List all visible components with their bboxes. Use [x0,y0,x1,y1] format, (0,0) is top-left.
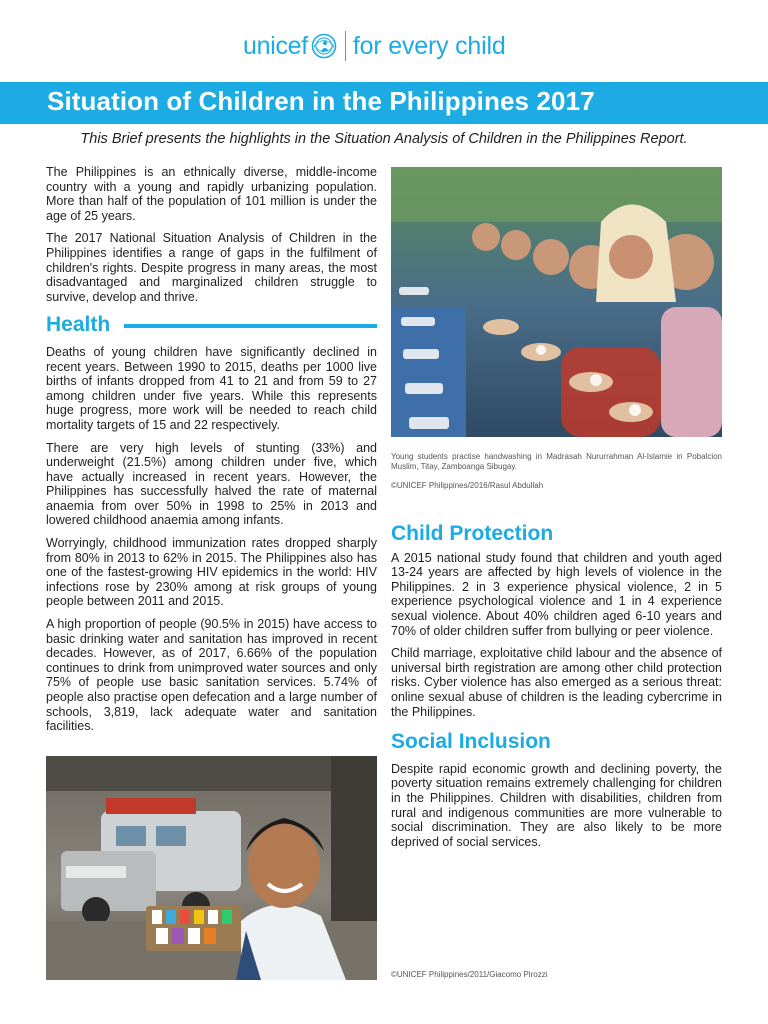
health-title: Health [46,313,111,337]
heading-rule [124,324,377,328]
health-heading [46,313,377,337]
health-section [46,345,377,734]
child-protection-paragraph: A 2015 national study found that children and youth aged 13-24 years are affected by high levels of violence in the Philippines. 2 in 3 experience physical violence, 2 in 5 experience psychological violence and 1 in 4 experience sexual violence. About 40% children aged 6-10 years and 70% of older children suffer from bullying or peer violence. [391,550,722,638]
social-inclusion-heading [391,730,722,754]
handwashing-photo [391,167,722,437]
photo-credit: ©UNICEF Philippines/2016/Rasul Abdullah [391,481,544,490]
logo-divider [345,31,346,61]
brief-subtitle: This Brief presents the highlights in the Situation Analysis of Children in the Philippines Report. [80,131,688,147]
intro-paragraph: The 2017 National Situation Analysis of Children in the Philippines identifies a range of gaps in the fulfilment of children's rights. Despite progress in many areas, the most disadvantaged and marginalized children struggle to survive, develop and thrive. [46,231,377,304]
health-paragraph: There are very high levels of stunting (33%) and underweight (21.5%) among children under five, which have actually increased in recent years. However, the Philippines has successfully halved the rate of maternal anaemia from over 50% in 1998 to 25% in 2013 and lowered childhood anaemia among infants. [46,440,377,528]
child-protection-paragraph: Child marriage, exploitative child labour and the absence of universal birth registration are among other child protection risks. Cyber violence has also emerged as a serious threat: online sexual abuse of children is the leading cybercrime in the Philippines. [391,646,722,719]
photo-credit-2: ©UNICEF Philippines/2011/Giacomo Pirozzi [391,970,548,979]
boy-vendor-image [46,756,377,980]
left-column [46,165,377,742]
page-title: Situation of Children in the Philippines 2017 [47,86,595,116]
child-protection-heading [391,522,722,545]
social-inclusion-paragraph: Despite rapid economic growth and declining poverty, the poverty situation remains extremely challenging for children in the Philippines. Children with disabilities, children from rural and indigenous communities are more vulnerable to social discrimination. They are also likely to be more deprived of social services. [391,761,722,849]
social-inclusion-title: Social Inclusion [391,730,551,754]
intro-section [46,165,377,304]
health-paragraph: Deaths of young children have significantly declined in recent years. Between 1990 to 2015, deaths per 1000 live births of infants dropped from 41 to 21 and from 59 to 27 among children under five years. While this represents huge progress, more work will be needed to reach child mortality targets of 15 and 22 respectively. [46,344,377,432]
photo-caption [391,452,722,491]
caption-text: Young students practise handwashing in Madrasah Nururrahman Al-Islamie in Pobalcion Muslim, Titay, Zamboanga Sibugay. [391,452,722,471]
unicef-globe-icon [311,33,337,59]
logo-tagline: for every child [352,31,506,60]
title-banner [0,82,768,124]
child-protection-section [391,551,722,720]
child-protection-title: Child Protection [391,522,554,545]
right-column [391,522,722,857]
social-inclusion-section [391,762,722,850]
health-paragraph: A high proportion of people (90.5% in 2015) have access to basic drinking water and sanitation has improved in recent decades. However, as of 2017, 6.66% of the population continues to drink from unimproved water sources and only 75% of people use basic sanitation services. 5.74% of people also practise open defecation and a large number of schools, 3,819, lack adequate water and sanitation facilities. [46,617,377,734]
health-paragraph: Worryingly, childhood immunization rates dropped sharply from 80% in 2013 to 62% in 2015. The Philippines also has one of the fastest-growing HIV epidemics in the world: HIV infections rose by 230% among at risk groups of young people between 2011 and 2015. [46,536,377,609]
intro-paragraph: The Philippines is an ethnically diverse, middle-income country with a young and rapidly urbanizing population. More than half of the population of 101 million is under the age of 25 years. [46,165,377,223]
handwashing-image [391,167,722,437]
boy-vendor-photo [46,756,377,980]
unicef-logo [0,28,768,64]
logo-wordmark: unicef [243,31,308,60]
